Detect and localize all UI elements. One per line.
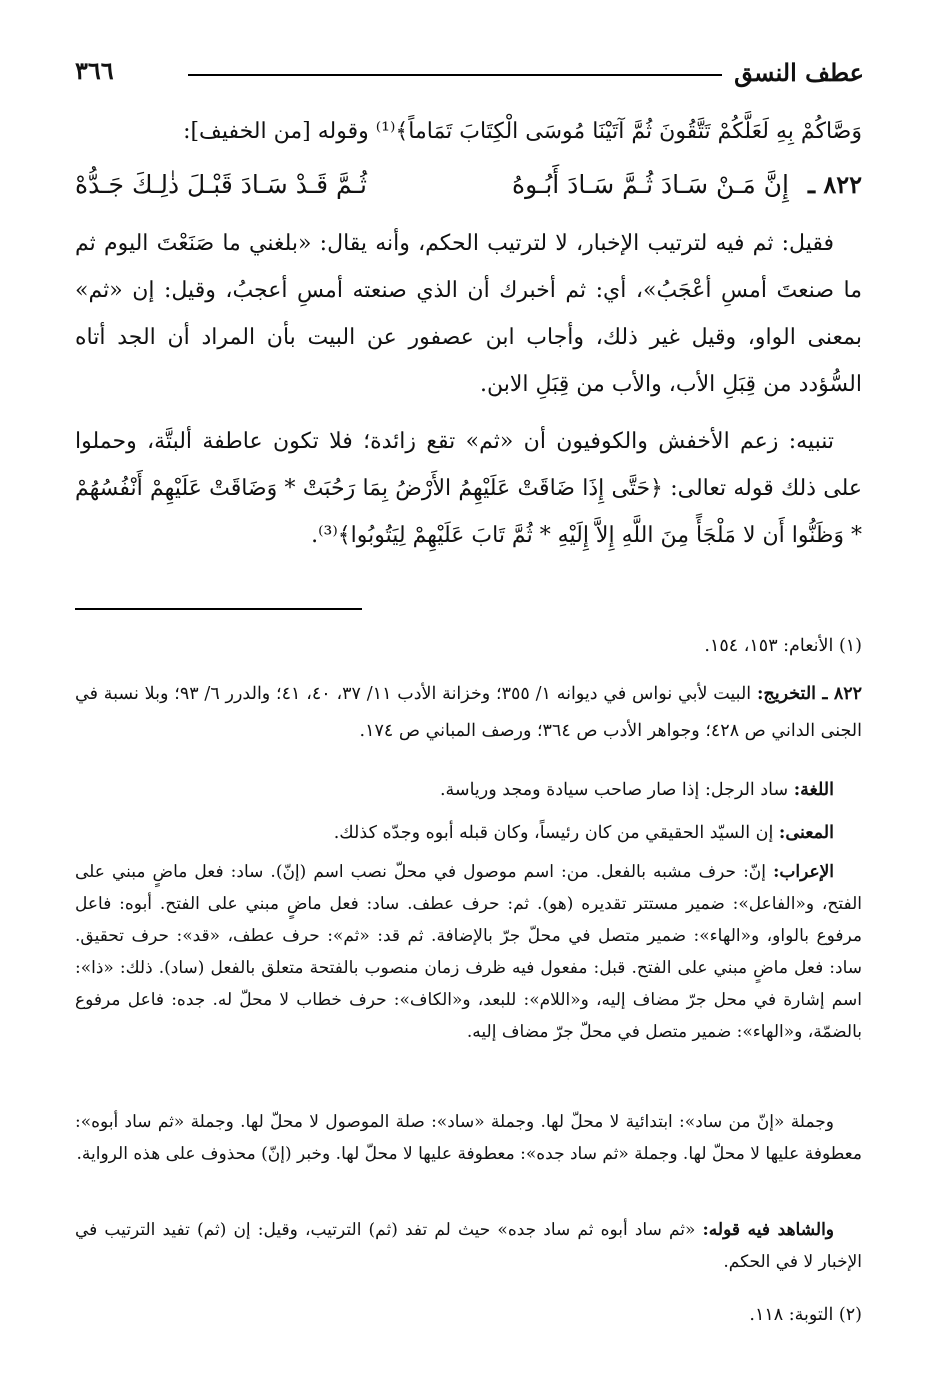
irab-section (75, 856, 862, 1048)
takhrij-text: البيت لأبي نواس في ديوانه ١/ ٣٥٥؛ وخزانة الأدب ١١/ ٣٧، ٤٠، ٤١؛ والدرر ٦/ ٩٣؛ وبلا نسبة في الجنى الداني ص ٤٢٨؛ وجواهر الأدب ص ٣٦٤؛ ورصف المباني ص ١٧٤. (75, 684, 862, 741)
footnote-separator (75, 608, 362, 610)
irab-text: إنّ: حرف مشبه بالفعل. من: اسم موصول في محلّ نصب اسم (إنّ). ساد: فعل ماضٍ مبني على الفتح، و«الفاعل»: ضمير مستتر تقديره (هو). ثم: حرف عطف. ساد: فعل ماضٍ مبني على الفتح. أبوه: فاعل مرفوع بالواو، و«الهاء»: ضمير متصل في محلّ جرّ بالإضافة. ثم قد: «ثم»: حرف عطف، «قد»: حرف تحقيق. ساد: فعل ماضٍ مبني على الفتح. قبل: مفعول فيه ظرف زمان منصوب بالفتحة متعلق بالفعل (ساد). ذلك: «ذا»: اسم إشارة في محل جرّ مضاف إليه، و«اللام»: للبعد، و«الكاف»: حرف خطاب لا محلّ له. جده: فاعل مرفوع بالضمّة، و«الهاء»: ضمير متصل في محلّ جرّ مضاف إليه. (75, 862, 862, 1042)
lugha-text: ساد الرجل: إذا صار صاحب سيادة ومجد ورياسة. (439, 780, 789, 800)
note-paragraph: تنبيه: زعم الأخفش والكوفيون أن «ثم» تقع زائدة؛ فلا تكون عاطفة ألبتَّة، وحملوا على ذلك قوله تعالى: ﴿حَتَّى إِذَا ضَاقَتْ عَلَيْهِمُ الأَرْضُ بِمَا رَحُبَتْ * وَضَاقَتْ عَلَيْهِمْ أَنْفُسُهُمْ * وَظَنُّوا أَن لا مَلْجَأً مِنَ اللَّهِ إِلاَّ إِلَيْهِ * ثُمَّ تَابَ عَلَيْهِمْ لِيَتُوبُوا﴾⁽³⁾. (75, 429, 863, 548)
mana-label: المعنى: (778, 823, 834, 843)
mana-section (75, 815, 834, 852)
footnote-2: (٢) التوبة: ١١٨. (749, 1305, 862, 1325)
lugha-section (75, 772, 834, 809)
chapter-title: عطف النسق (734, 58, 864, 87)
verse-number: ٨٢٢ ـ (807, 170, 862, 199)
jumla-section: وجملة «إنّ من ساد»: ابتدائية لا محلّ لها. وجملة «ساد»: صلة الموصول لا محلّ لها. وجملة «ثم ساد أبوه»: معطوفة عليها لا محلّ لها. وجملة «ثم ساد جده»: معطوفة عليها لا محلّ لها. وخبر (إنّ) محذوف على هذه الرواية. (75, 1112, 862, 1164)
footnote-1: (١) الأنعام: ١٥٣، ١٥٤. (704, 636, 862, 656)
shahid-text: «ثم ساد أبوه ثم ساد جده» حيث لم تفد (ثم) الترتيب، وقيل: إن (ثم) تفيد الترتيب في الإخبار لا في الحكم. (75, 1220, 862, 1272)
mana-text: إن السيّد الحقيقي من كان رئيساً، وكان قبله أبوه وجدّه كذلك. (333, 823, 774, 843)
verse-second-hemistich: ثُـمَّ قَـدْ سَـادَ قَبْـلَ ذٰلِـكَ جَـدُّهْ (75, 170, 367, 199)
header-rule (188, 74, 722, 76)
takhrij-label: ٨٢٢ ـ التخريج: (756, 684, 863, 704)
shahid-label: والشاهد فيه قوله: (702, 1220, 834, 1240)
page-number: ٣٦٦ (75, 56, 114, 85)
irab-label: الإعراب: (773, 862, 835, 882)
shahid-section (75, 1214, 862, 1278)
takhrij-section (75, 676, 862, 750)
quran-continuation-line: وَصَّاكُمْ بِهِ لَعَلَّكُمْ تَتَّقُونَ ثُمَّ آتَيْنَا مُوسَى الْكِتَابَ تَمَاماً﴾⁽¹⁾ وقوله [من الخفيف]: (183, 119, 862, 144)
explanation-paragraph: فقيل: ثم فيه لترتيب الإخبار، لا لترتيب الحكم، وأنه يقال: «بلغني ما صَنَعْتَ اليوم ثم ما صنعتَ أمسِ أعْجَبُ»، أي: ثم أخبرك أن الذي صنعته أمسِ أعجبُ، وقيل: إن «ثم» بمعنى الواو، وقيل غير ذلك، وأجاب ابن عصفور عن البيت بأن المراد أن الجد أتاه السُّؤدد من قِبَلِ الأب، والأب من قِبَلِ الابن. (75, 231, 862, 397)
verse-first-hemistich: إِنَّ مَـنْ سَـادَ ثُـمَّ سَـادَ أَبُـوهُ (512, 170, 789, 199)
lugha-label: اللغة: (793, 780, 834, 800)
